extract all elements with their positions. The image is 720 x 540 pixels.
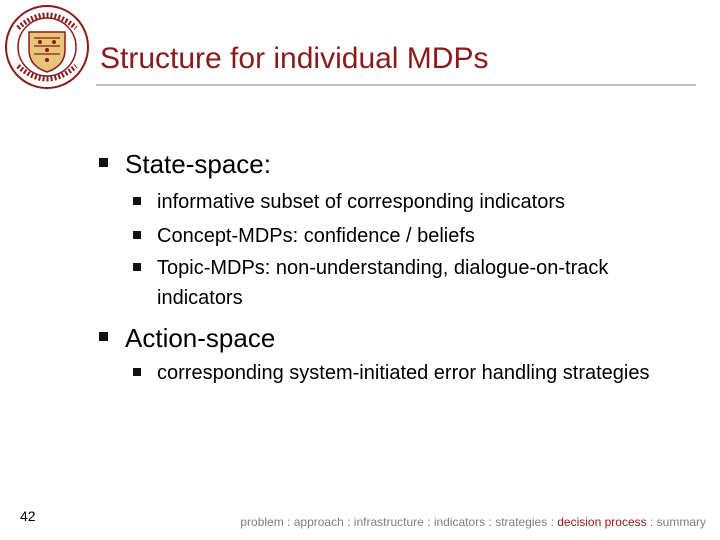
university-seal-logo (4, 4, 90, 90)
bullet-label: Action-space (125, 323, 276, 353)
sub-bullet-marker (133, 263, 141, 271)
slide-number: 42 (20, 508, 36, 524)
sub-bullet-text: corresponding system-initiated error handling strategies (157, 362, 650, 384)
sub-bullet (133, 253, 657, 313)
footer-separator: : (283, 515, 294, 529)
sub-bullet-marker (133, 368, 141, 376)
footer-item-indicators: indicators (433, 515, 486, 529)
sub-bullet-text: Topic-MDPs: non-understanding, dialogue-on-track indicators (157, 257, 609, 309)
sub-bullet-text: informative subset of corresponding indicators (157, 191, 565, 213)
footer-separator: : (423, 515, 434, 529)
footer-item-strategies: strategies (495, 515, 548, 529)
slide-title: Structure for individual MDPs (100, 42, 489, 75)
sub-bullet-text: Concept-MDPs: confidence / beliefs (157, 225, 475, 247)
bullet-marker (99, 158, 108, 167)
footer-item-summary: summary (656, 515, 706, 529)
footer-separator: : (485, 515, 496, 529)
title-underline (96, 84, 696, 86)
sub-bullet (133, 185, 657, 219)
footer-item-problem: problem (240, 515, 284, 529)
sub-bullet (133, 358, 657, 388)
sub-bullet-marker (133, 231, 141, 239)
footer-item-approach: approach (293, 515, 344, 529)
footer-separator: : (547, 515, 558, 529)
footer-item-infrastructure: infrastructure (353, 515, 424, 529)
sub-bullet (133, 219, 657, 253)
footer-navigation (240, 515, 706, 529)
footer-separator: : (343, 515, 354, 529)
bullet-marker (99, 332, 108, 341)
sub-bullet-marker (133, 197, 141, 205)
bullet-label: State-space: (125, 149, 271, 179)
footer-item-decision-process: decision process (557, 515, 647, 529)
footer-separator: : (646, 515, 657, 529)
